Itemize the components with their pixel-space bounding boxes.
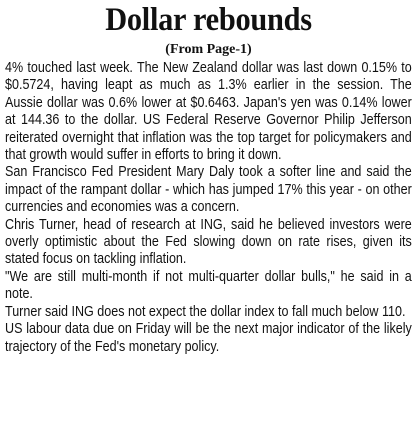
article-paragraph-5: Turner said ING does not expect the dollar index to fall much below 110. xyxy=(5,303,406,320)
article-dateline: (From Page-1) xyxy=(165,42,252,57)
article-paragraph-2: San Francisco Fed President Mary Daly took a softer line and said the impact of the rampant dollar - which has jumped 17% this year - on other currencies and economies was a concern. xyxy=(5,164,412,216)
article-paragraph-4: "We are still multi-month if not multi-quarter dollar bulls," he said in a note. xyxy=(5,268,412,303)
article-paragraph-6: US labour data due on Friday will be the next major indicator of the likely trajectory of the Fed's monetary policy. xyxy=(5,321,412,355)
article-headline: Dollar rebounds xyxy=(105,2,312,38)
article-paragraph-3: Chris Turner, head of research at ING, said he believed investors were overly optimistic about the Fed slowing down on rate rises, given its stated focus on tackling inflation. xyxy=(5,216,412,268)
article-body xyxy=(5,60,412,356)
article-paragraph-1: 4% touched last week. The New Zealand dollar was last down 0.15% to $0.5724, having leapt as much as 1.3% earlier in the session. The Aussie dollar was 0.6% lower at $0.6463. Japan's yen was 0.14% lower at 144.36 to the dollar. US Federal Reserve Governor Philip Jefferson reiterated overnight that inflation was the top target for policymakers and that growth would suffer in efforts to bring it down. xyxy=(5,60,412,164)
